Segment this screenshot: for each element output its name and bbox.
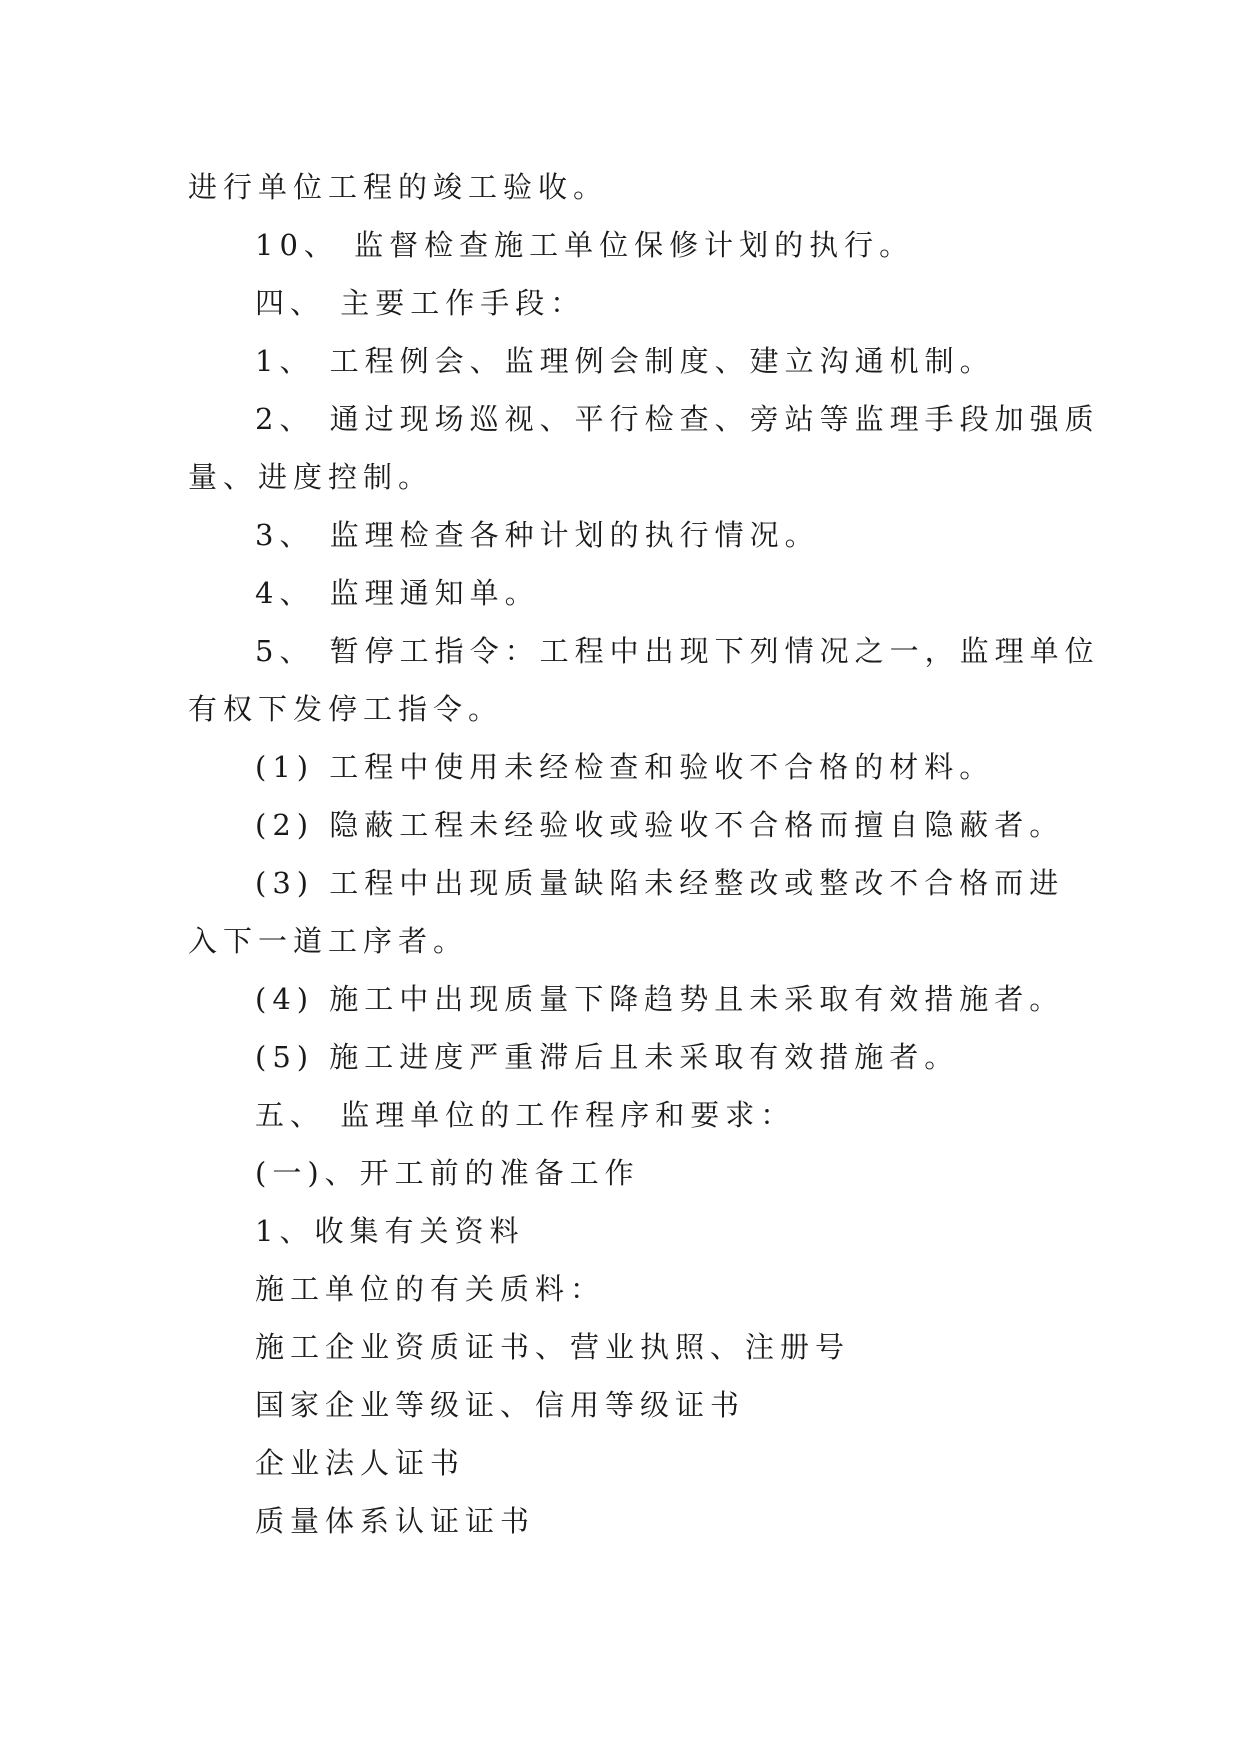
list-item: 1、收集有关资料 xyxy=(255,1214,525,1248)
list-item: (3) 工程中出现质量缺陷未经整改或整改不合格而进 xyxy=(255,866,1065,900)
paragraph-line: 入下一道工序者。 xyxy=(188,924,469,958)
paragraph-line: 施工企业资质证书、营业执照、注册号 xyxy=(255,1330,851,1364)
list-item: (5) 施工进度严重滞后且未采取有效措施者。 xyxy=(255,1040,960,1074)
paragraph-line: 企业法人证书 xyxy=(255,1446,466,1480)
paragraph-line: 量、进度控制。 xyxy=(188,460,434,494)
list-item: 2、 通过现场巡视、平行检查、旁站等监理手段加强质 xyxy=(255,402,1100,436)
paragraph-line: 进行单位工程的竣工验收。 xyxy=(188,170,609,204)
list-item: 1、 工程例会、监理例会制度、建立沟通机制。 xyxy=(255,344,995,378)
subsection-heading: (一)、开工前的准备工作 xyxy=(255,1156,640,1190)
paragraph-line: 施工单位的有关质料： xyxy=(255,1272,606,1306)
section-heading: 四、 主要工作手段： xyxy=(255,286,586,320)
section-heading: 五、 监理单位的工作程序和要求： xyxy=(255,1098,796,1132)
paragraph-line: 国家企业等级证、信用等级证书 xyxy=(255,1388,746,1422)
list-item: (2) 隐蔽工程未经验收或验收不合格而擅自隐蔽者。 xyxy=(255,808,1065,842)
paragraph-line: 10、 监督检查施工单位保修计划的执行。 xyxy=(255,228,915,262)
list-item: 4、 监理通知单。 xyxy=(255,576,540,610)
list-item: 5、 暂停工指令：工程中出现下列情况之一，监理单位 xyxy=(255,634,1100,668)
list-item: (4) 施工中出现质量下降趋势且未采取有效措施者。 xyxy=(255,982,1065,1016)
document-body xyxy=(188,158,1100,1550)
list-item: 3、 监理检查各种计划的执行情况。 xyxy=(255,518,820,552)
paragraph-line: 有权下发停工指令。 xyxy=(188,692,504,726)
paragraph-line: 质量体系认证证书 xyxy=(255,1504,536,1538)
list-item: (1) 工程中使用未经检查和验收不合格的材料。 xyxy=(255,750,995,784)
